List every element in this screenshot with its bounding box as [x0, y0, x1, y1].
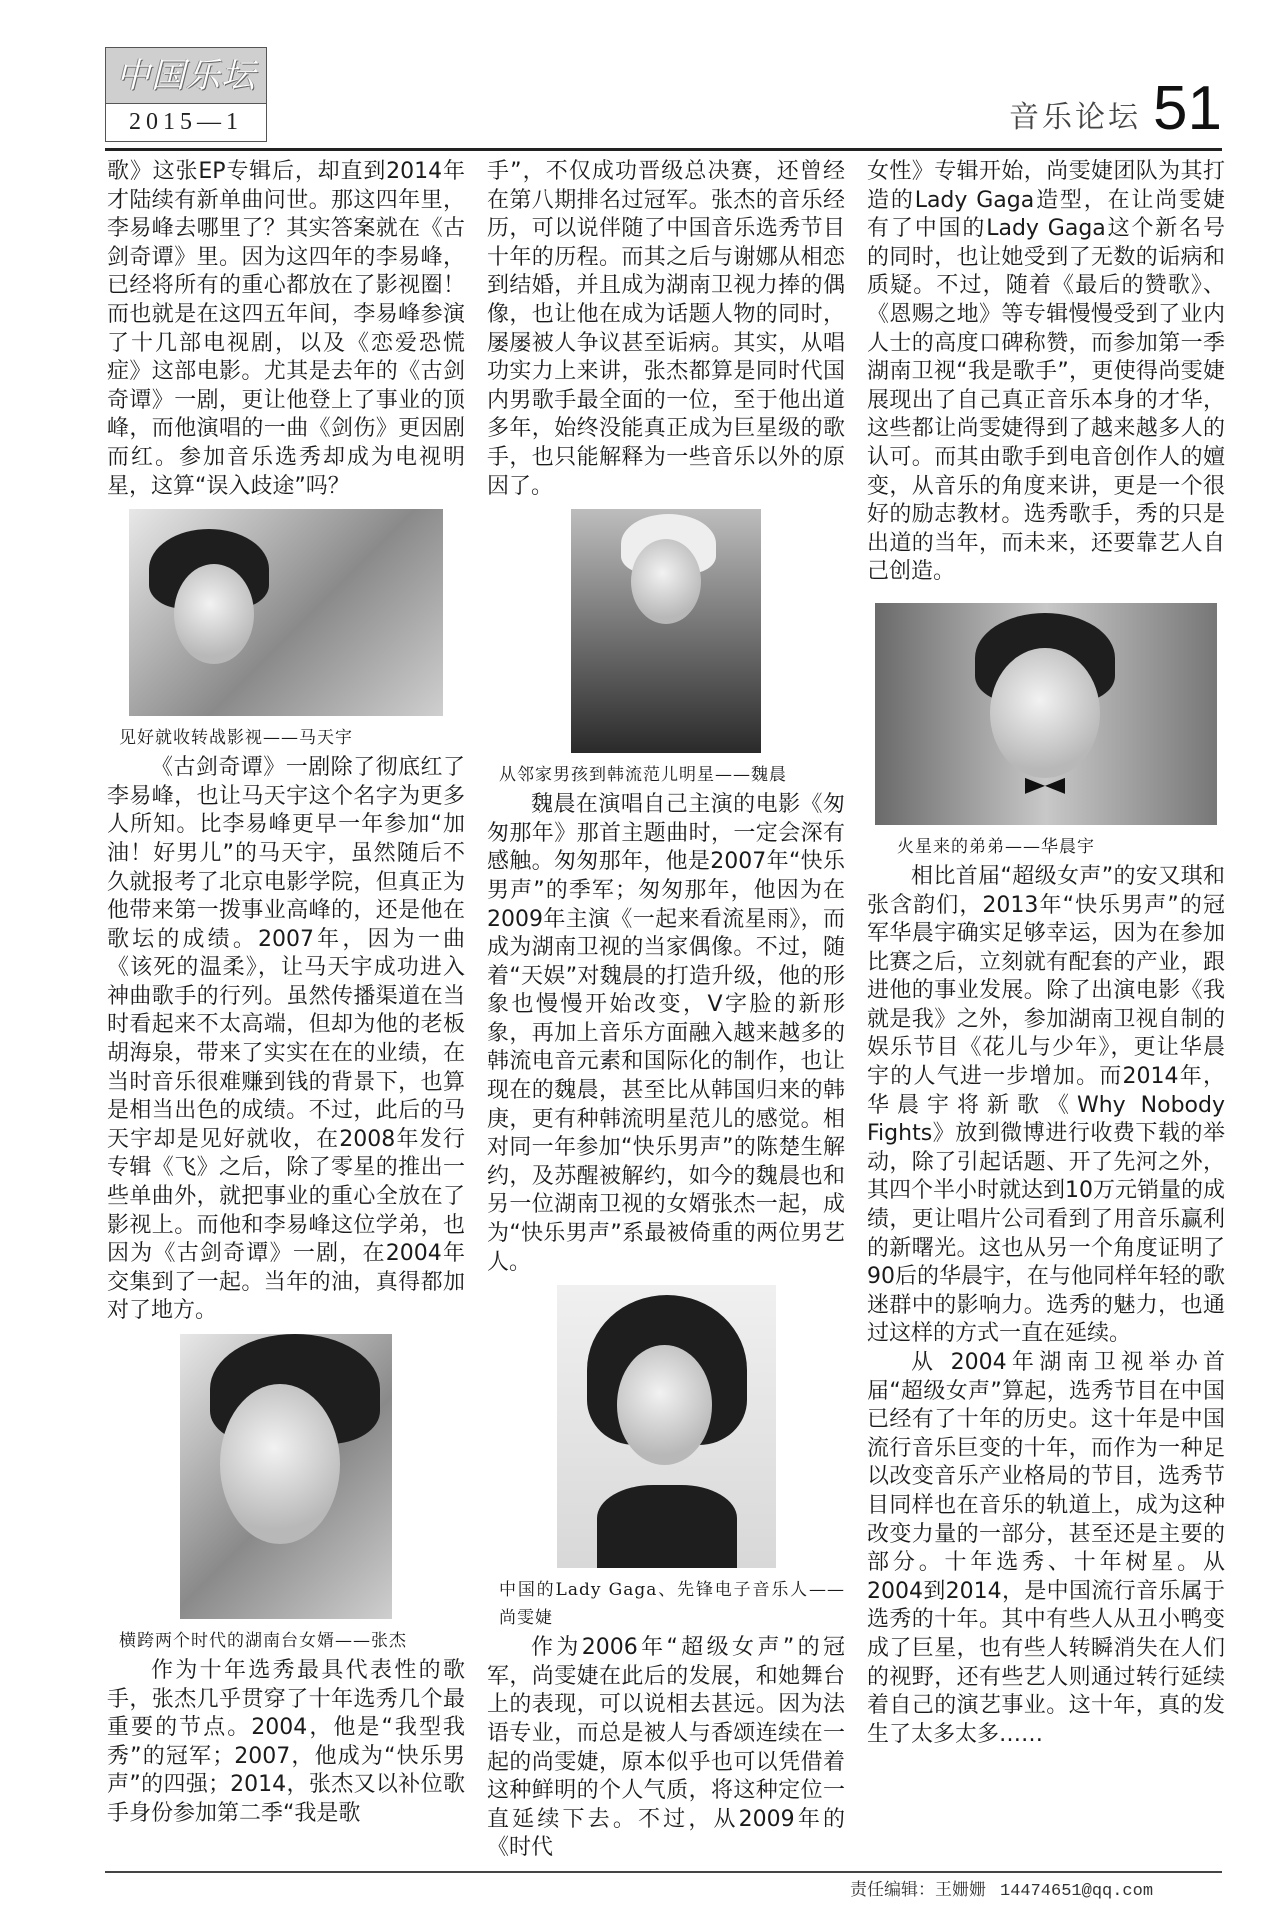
- paragraph: 歌》这张EP专辑后，却直到2014年才陆续有新单曲问世。那这四年里，李易峰去哪里了？其实答案就在《古剑奇谭》里。因为这四年的李易峰，已经将所有的重心都放在了影视圈！而也就是在这四五年间，李易峰参演了十几部电视剧，以及《恋爱恐慌症》这部电影。尤其是去年的《古剑奇谭》一剧，更让他登上了事业的顶峰，而他演唱的一曲《剑伤》更因剧而红。参加音乐选秀却成为电视明星，这算“误入歧途”吗？: [107, 159, 465, 499]
- column-2: [487, 158, 845, 1863]
- photo-caption: 火星来的弟弟——华晨宇: [897, 836, 1095, 857]
- photo-shang-wenjie: [557, 1285, 776, 1568]
- paragraph: 作为2006年“超级女声”的冠军，尚雯婕在此后的发展，和她舞台上的表现，可以说相去甚远。因为法语专业，而总是被人与香颂连续在一起的尚雯婕，原本似乎也可以凭借着这种鲜明的个人气质，将这种定位一直延续下去。不过，从2009年的《时代: [487, 1635, 845, 1861]
- photo-wei-chen: [571, 509, 761, 753]
- header-divider: [105, 148, 1222, 151]
- editor-credit: 责任编辑：王姗姗: [850, 1880, 986, 1900]
- footer: [850, 1878, 1153, 1904]
- page-number: 51: [1153, 74, 1222, 143]
- photo-caption: 中国的Lady Gaga、先锋电子音乐人——尚雯婕: [499, 1580, 845, 1629]
- paragraph: 从 2004年湖南卫视举办首届“超级女声”算起，选秀节目在中国已经有了十年的历史。这十年是中国流行音乐巨变的十年，而作为一种足以改变音乐产业格局的节目，选秀节目同样也在音乐的轨道上，成为这种改变力量的一部分，甚至还是主要的部分。十年选秀、十年树星。从2004到2014，是中国流行音乐属于选秀的十年。其中有些人从丑小鸭变成了巨星，也有些人转瞬消失在人们的视野，还有些艺人则通过转行延续着自己的演艺事业。这十年，真的发生了太多太多……: [867, 1350, 1225, 1747]
- paragraph: 《古剑奇谭》一剧除了彻底红了李易峰，也让马天宇这个名字为更多人所知。比李易峰更早一年参加“加油！好男儿”的马天宇，虽然随后不久就报考了北京电影学院，但真正为他带来第一拨事业高峰的，还是他在歌坛的成绩。2007年，因为一曲《该死的温柔》，让马天宇成功进入神曲歌手的行列。虽然传播渠道在当时看起来不太高端，但却为他的老板胡海泉，带来了实实在在的业绩，在当时音乐很难赚到钱的背景下，也算是相当出色的成绩。不过，此后的马天宇却是见好就收，在2008年发行专辑《飞》之后，除了零星的推出一些单曲外，就把事业的重心全放在了影视上。而他和李易峰这位学弟，也因为《古剑奇谭》一剧，在2004年交集到了一起。当年的油，真得都加对了地方。: [107, 755, 465, 1324]
- photo-caption: 从邻家男孩到韩流范儿明星——魏晨: [499, 765, 787, 786]
- paragraph: 魏晨在演唱自己主演的电影《匆匆那年》那首主题曲时，一定会深有感触。匆匆那年，他是2007年“快乐男声”的季军；匆匆那年，他因为在2009年主演《一起来看流星雨》，而成为湖南卫视的当家偶像。不过，随着“天娱”对魏晨的打造升级，他的形象也慢慢开始改变，V字脸的新形象，再加上音乐方面融入越来越多的韩流电音元素和国际化的制作，也让现在的魏晨，甚至比从韩国归来的韩庚，更有种韩流明星范儿的感觉。相对同一年参加“快乐男声”的陈楚生解约，及苏醒被解约，如今的魏晨也和另一位湖南卫视的女婿张杰一起，成为“快乐男声”系最被倚重的两位男艺人。: [487, 792, 845, 1275]
- editor-email: 14474651@qq.com: [1000, 1882, 1154, 1901]
- photo-zhang-jie: [180, 1334, 392, 1619]
- magazine-name: 中国乐坛: [106, 48, 266, 104]
- paragraph: 女性》专辑开始，尚雯婕团队为其打造的Lady Gaga造型，在让尚雯婕有了中国的Lady Gaga这个新名号的同时，也让她受到了无数的诟病和质疑。不过，随着《最后的赞歌》、《恩赐之地》等专辑慢慢受到了业内人士的高度口碑称赞，而参加第一季湖南卫视“我是歌手”，更使得尚雯婕展现出了自己真正音乐本身的才华，这些都让尚雯婕得到了越来越多人的认可。而其由歌手到电音创作人的嬗变，从音乐的角度来讲，更是一个很好的励志教材。选秀歌手，秀的只是出道的当年，而未来，还要靠艺人自己创造。: [867, 159, 1225, 585]
- photo-caption: 横跨两个时代的湖南台女婿——张杰: [119, 1631, 407, 1651]
- column-1: [107, 158, 465, 1829]
- column-3: [867, 158, 1225, 1749]
- paragraph: 手”，不仅成功晋级总决赛，还曾经在第八期排名过冠军。张杰的音乐经历，可以说伴随了中国音乐选秀节目十年的历程。而其之后与谢娜从相恋到结婚，并且成为湖南卫视力捧的偶像，也让他在成为话题人物的同时，屡屡被人争议甚至诟病。其实，从唱功实力上来讲，张杰都算是同时代国内男歌手最全面的一位，至于他出道多年，始终没能真正成为巨星级的歌手，也只能解释为一些音乐以外的原因了。: [487, 159, 845, 499]
- section-header: [1009, 74, 1222, 143]
- paragraph: 相比首届“超级女声”的安又琪和张含韵们，2013年“快乐男声”的冠军华晨宇确实足够幸运，因为在参加比赛之后，立刻就有配套的产业，跟进他的事业发展。除了出演电影《我就是我》之外，参加湖南卫视自制的娱乐节目《花儿与少年》，更让华晨宇的人气进一步增加。而2014年，华晨宇将新歌《Why Nobody Fights》放到微博进行收费下载的举动，除了引起话题、开了先河之外，其四个半小时就达到10万元销量的成绩，更让唱片公司看到了用音乐赢利的新曙光。这也从另一个角度证明了90后的华晨宇，在与他同样年轻的歌迷群中的影响力。选秀的魅力，也通过这样的方式一直在延续。: [867, 863, 1225, 1347]
- issue-number: 2015—1: [129, 109, 243, 135]
- footer-divider: [105, 1871, 1222, 1873]
- photo-caption: 见好就收转战影视——马天宇: [119, 728, 353, 749]
- paragraph: 作为十年选秀最具代表性的歌手，张杰几乎贯穿了十年选秀几个最重要的节点。2004，他是“我型我秀”的冠军；2007，他成为“快乐男声”的四强；2014，张杰又以补位歌手身份参加第二季“我是歌: [107, 1658, 465, 1826]
- photo-hua-chenyu: [875, 603, 1217, 825]
- photo-ma-tianyu: [129, 509, 443, 716]
- magazine-logo: [105, 47, 267, 142]
- section-name: 音乐论坛: [1009, 100, 1142, 135]
